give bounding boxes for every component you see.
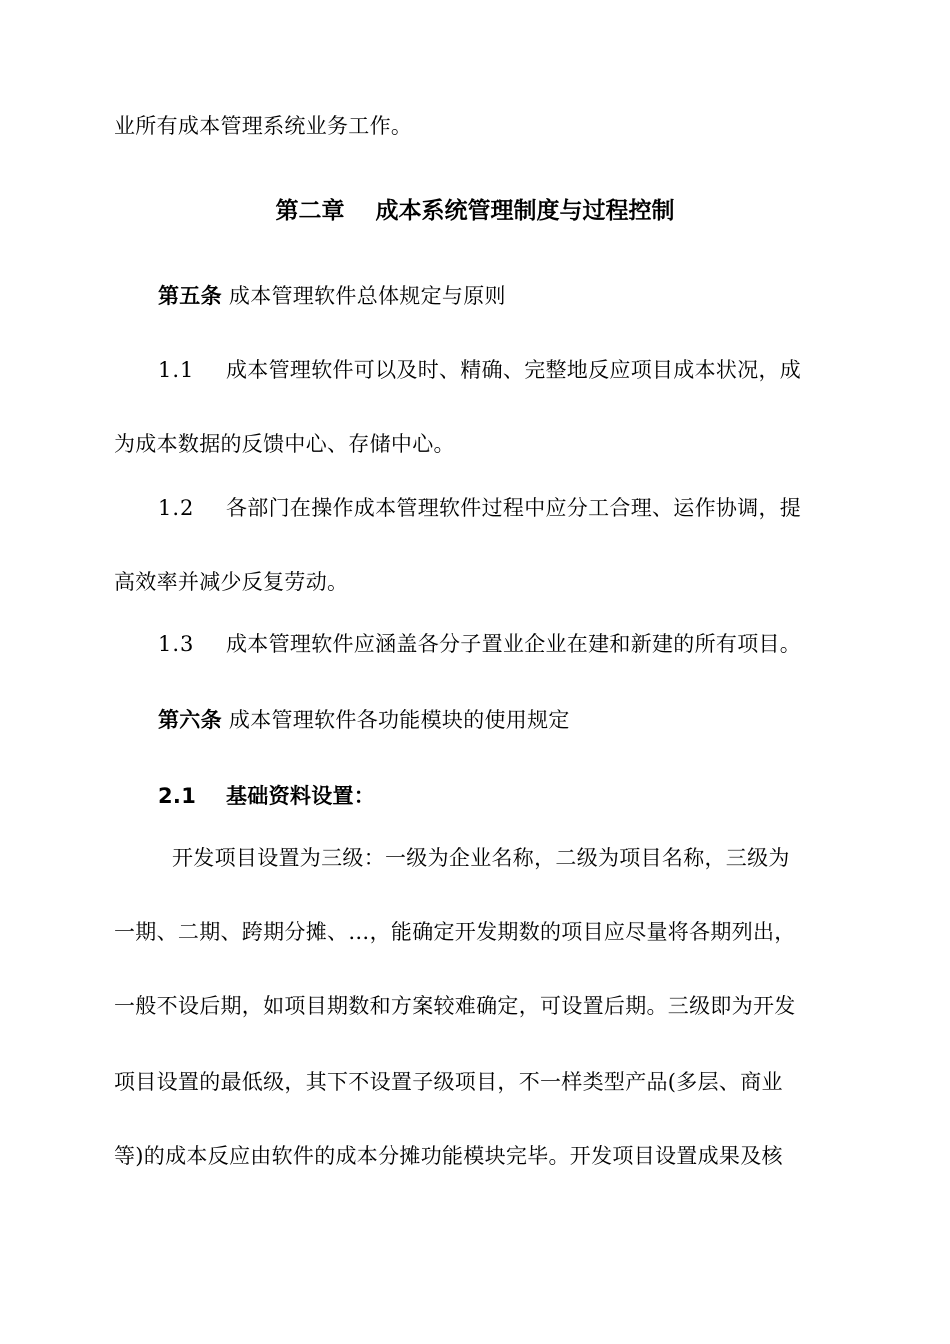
clause-number: 1.3 — [158, 632, 195, 656]
clause-1-2 — [158, 494, 838, 522]
chapter-heading: 第二章 成本系统管理制度与过程控制 — [275, 198, 675, 224]
paragraph-line: 高效率并减少反复劳动。 — [114, 570, 349, 594]
clause-text: 各部门在操作成本管理软件过程中应分工合理、运作协调，提 — [226, 496, 802, 520]
article-6-label: 第六条 — [158, 708, 222, 732]
paragraph-line: 项目设置的最低级，其下不设置子级项目，不一样类型产品(多层、商业 — [114, 1070, 783, 1094]
article-5-text: 成本管理软件总体规定与原则 — [228, 284, 506, 308]
clause-number: 1.2 — [158, 496, 195, 520]
clause-1-3 — [158, 630, 838, 658]
section-number: 2.1 — [158, 784, 197, 808]
clause-number: 1.1 — [158, 358, 195, 382]
paragraph-line: 开发项目设置为三级：一级为企业名称，二级为项目名称，三级为 — [172, 846, 790, 870]
paragraph-line: 一期、二期、跨期分摊、…，能确定开发期数的项目应尽量将各期列出， — [114, 920, 796, 944]
clause-text: 成本管理软件应涵盖各分子置业企业在建和新建的所有项目。 — [226, 632, 802, 656]
article-6 — [158, 706, 838, 734]
article-5-label: 第五条 — [158, 284, 222, 308]
paragraph-line: 业所有成本管理系统业务工作。 — [114, 114, 413, 138]
paragraph-line: 一般不设后期，如项目期数和方案较难确定，可设置后期。三级即为开发 — [114, 994, 796, 1018]
section-2-1 — [158, 782, 838, 810]
article-6-text: 成本管理软件各功能模块的使用规定 — [228, 708, 570, 732]
paragraph-line: 等)的成本反应由软件的成本分摊功能模块完毕。开发项目设置成果及核 — [114, 1144, 783, 1168]
clause-1-1 — [158, 356, 838, 384]
paragraph-line: 为成本数据的反馈中心、存储中心。 — [114, 432, 455, 456]
section-title: 基础资料设置： — [226, 784, 376, 808]
article-5 — [158, 282, 838, 310]
clause-text: 成本管理软件可以及时、精确、完整地反应项目成本状况，成 — [226, 358, 802, 382]
